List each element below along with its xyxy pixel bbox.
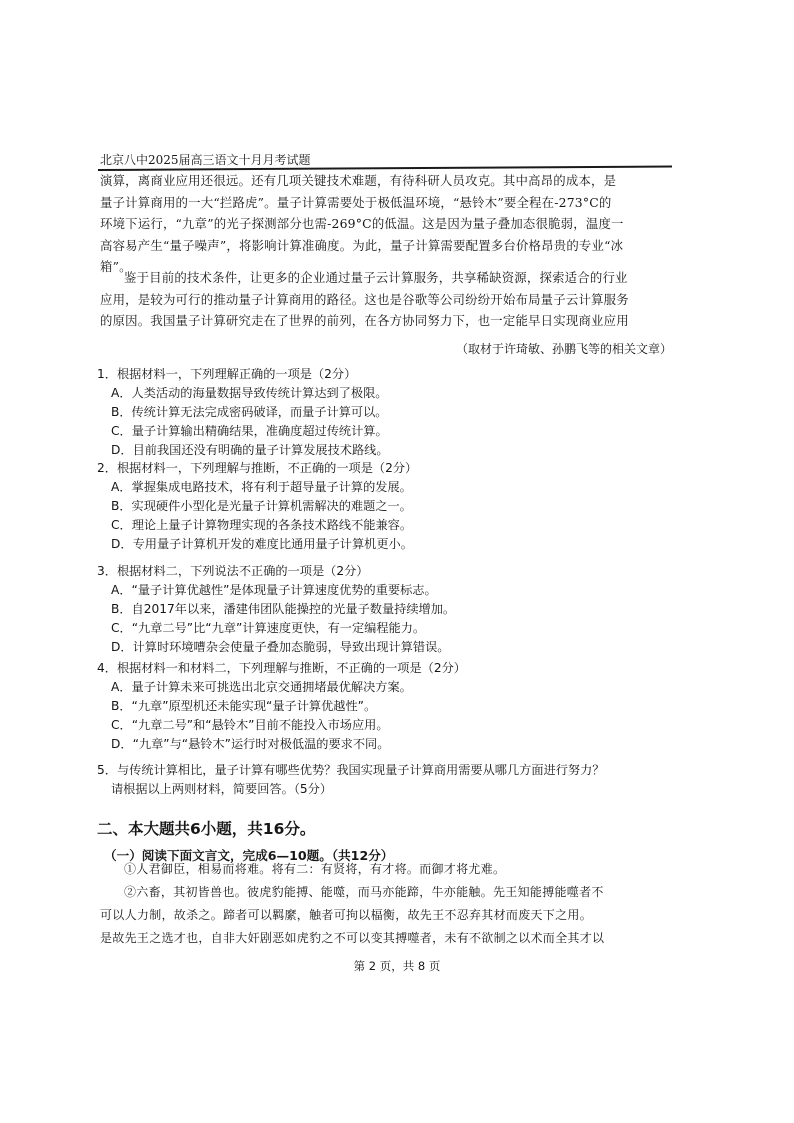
option-a: A．人类活动的海量数据导致传统计算达到了极限。 xyxy=(111,386,388,400)
option-b: B．自2017年以来，潘建伟团队能操控的光量子数量持续增加。 xyxy=(111,602,456,616)
passage-paragraph-2 xyxy=(100,267,670,332)
question-stem-continued: 请根据以上两则材料，简要回答。（5分） xyxy=(111,782,333,796)
classical-passage xyxy=(100,858,672,950)
classical-line: 是故先王之选才也，自非大奸剧恶如虎豹之不可以变其搏噬者，未有不欲制之以术而全其才以 xyxy=(100,931,605,945)
classical-line: ①人君御臣，相易而将难。将有二：有贤将，有才将。而御才将尤难。 xyxy=(124,862,506,876)
passage-line: 的原因。我国量子计算研究走在了世界的前列，在各方协同努力下，也一定能早日实现商业应用 xyxy=(100,313,629,328)
option-b: B．实现硬件小型化是光量子计算机需解决的难题之一。 xyxy=(111,499,412,513)
passage-source: （取材于许琦敏、孙鹏飞等的相关文章） xyxy=(455,342,672,356)
option-a: A．“量子计算优越性”是体现量子计算速度优势的重要标志。 xyxy=(111,583,437,597)
option-d: D．计算时环境嘈杂会使量子叠加态脆弱，导致出现计算错误。 xyxy=(111,640,450,654)
option-c: C．量子计算输出精确结果，准确度超过传统计算。 xyxy=(111,424,388,438)
passage-line: 应用，是较为可行的推动量子计算商用的路径。这也是谷歌等公司纷纷开始布局量子云计算服务 xyxy=(100,291,629,307)
question-stem: 1．根据材料一，下列理解正确的一项是（2分） xyxy=(97,367,357,381)
option-c: C．理论上量子计算物理实现的各条技术路线不能兼容。 xyxy=(111,518,413,532)
passage-line: 演算，离商业应用还很远。还有几项关键技术难题，有待科研人员攻克。其中高昂的成本，是 xyxy=(100,173,617,188)
option-b: B．传统计算无法完成密码破译，而量子计算可以。 xyxy=(111,405,388,419)
passage-line: 箱”。 xyxy=(100,259,132,274)
section-title: 二、本大题共6小题，共16分。 xyxy=(97,820,316,838)
question-2 xyxy=(97,459,677,554)
classical-line: ②六畜，其初皆兽也。彼虎豹能搏、能噬，而马亦能蹄，牛亦能触。先王知能搏能噬者不 xyxy=(124,885,604,899)
passage-line: 高容易产生“量子噪声”，将影响计算准确度。为此，量子计算需要配置多台价格昂贵的专业“冰 xyxy=(100,237,624,253)
page-header: 北京八中2025届高三语文十月月考试题 xyxy=(100,153,311,167)
question-stem: 4．根据材料一和材料二，下列理解与推断，不正确的一项是（2分） xyxy=(97,661,466,675)
classical-line: 可以人力制，故杀之。蹄者可以羁縻，触者可拘以楅衡，故先王不忍弃其材而废天下之用。 xyxy=(100,908,593,922)
option-b: B．“九章”原型机还未能实现“量子计算优越性”。 xyxy=(111,699,377,713)
question-1 xyxy=(97,365,677,460)
option-c: C．“九章二号”比“九章”计算速度更快，有一定编程能力。 xyxy=(111,621,426,635)
passage-line: 环境下运行，“九章”的光子探测部分也需-269°C的低温。这是因为量子叠加态很脆弱，温度一 xyxy=(100,216,624,231)
question-stem: 5．与传统计算相比，量子计算有哪些优势？我国实现量子计算商用需要从哪几方面进行努力？ xyxy=(97,763,605,777)
question-3 xyxy=(97,562,677,657)
question-5 xyxy=(97,761,677,799)
option-a: A．量子计算未来可挑选出北京交通拥堵最优解决方案。 xyxy=(111,680,412,694)
question-stem: 2．根据材料一，下列理解与推断，不正确的一项是（2分） xyxy=(97,461,418,475)
question-4 xyxy=(97,659,677,754)
subsection-title: （一）阅读下面文言文，完成6—10题。（共12分） xyxy=(104,848,394,863)
option-c: C．“九章二号”和“悬铃木”目前不能投入市场应用。 xyxy=(111,718,389,732)
option-d: D．专用量子计算机开发的难度比通用量子计算机更小。 xyxy=(111,537,413,551)
question-stem: 3．根据材料二，下列说法不正确的一项是（2分） xyxy=(97,564,369,578)
passage-line: 量子计算商用的一大“拦路虎”。量子计算需要处于极低温环境，“悬铃木”要全程在-273°C的 xyxy=(100,194,612,210)
option-d: D．目前我国还没有明确的量子计算发展技术路线。 xyxy=(111,443,389,457)
passage-line: 鉴于目前的技术条件，让更多的企业通过量子云计算服务，共享稀缺资源，探索适合的行业 xyxy=(124,270,628,285)
page-footer: 第 2 页，共 8 页 xyxy=(353,959,441,973)
option-d: D．“九章”与“悬铃木”运行时对极低温的要求不同。 xyxy=(111,737,390,751)
option-a: A．掌握集成电路技术，将有利于超导量子计算的发展。 xyxy=(111,480,412,494)
passage-paragraph-1 xyxy=(100,170,670,278)
